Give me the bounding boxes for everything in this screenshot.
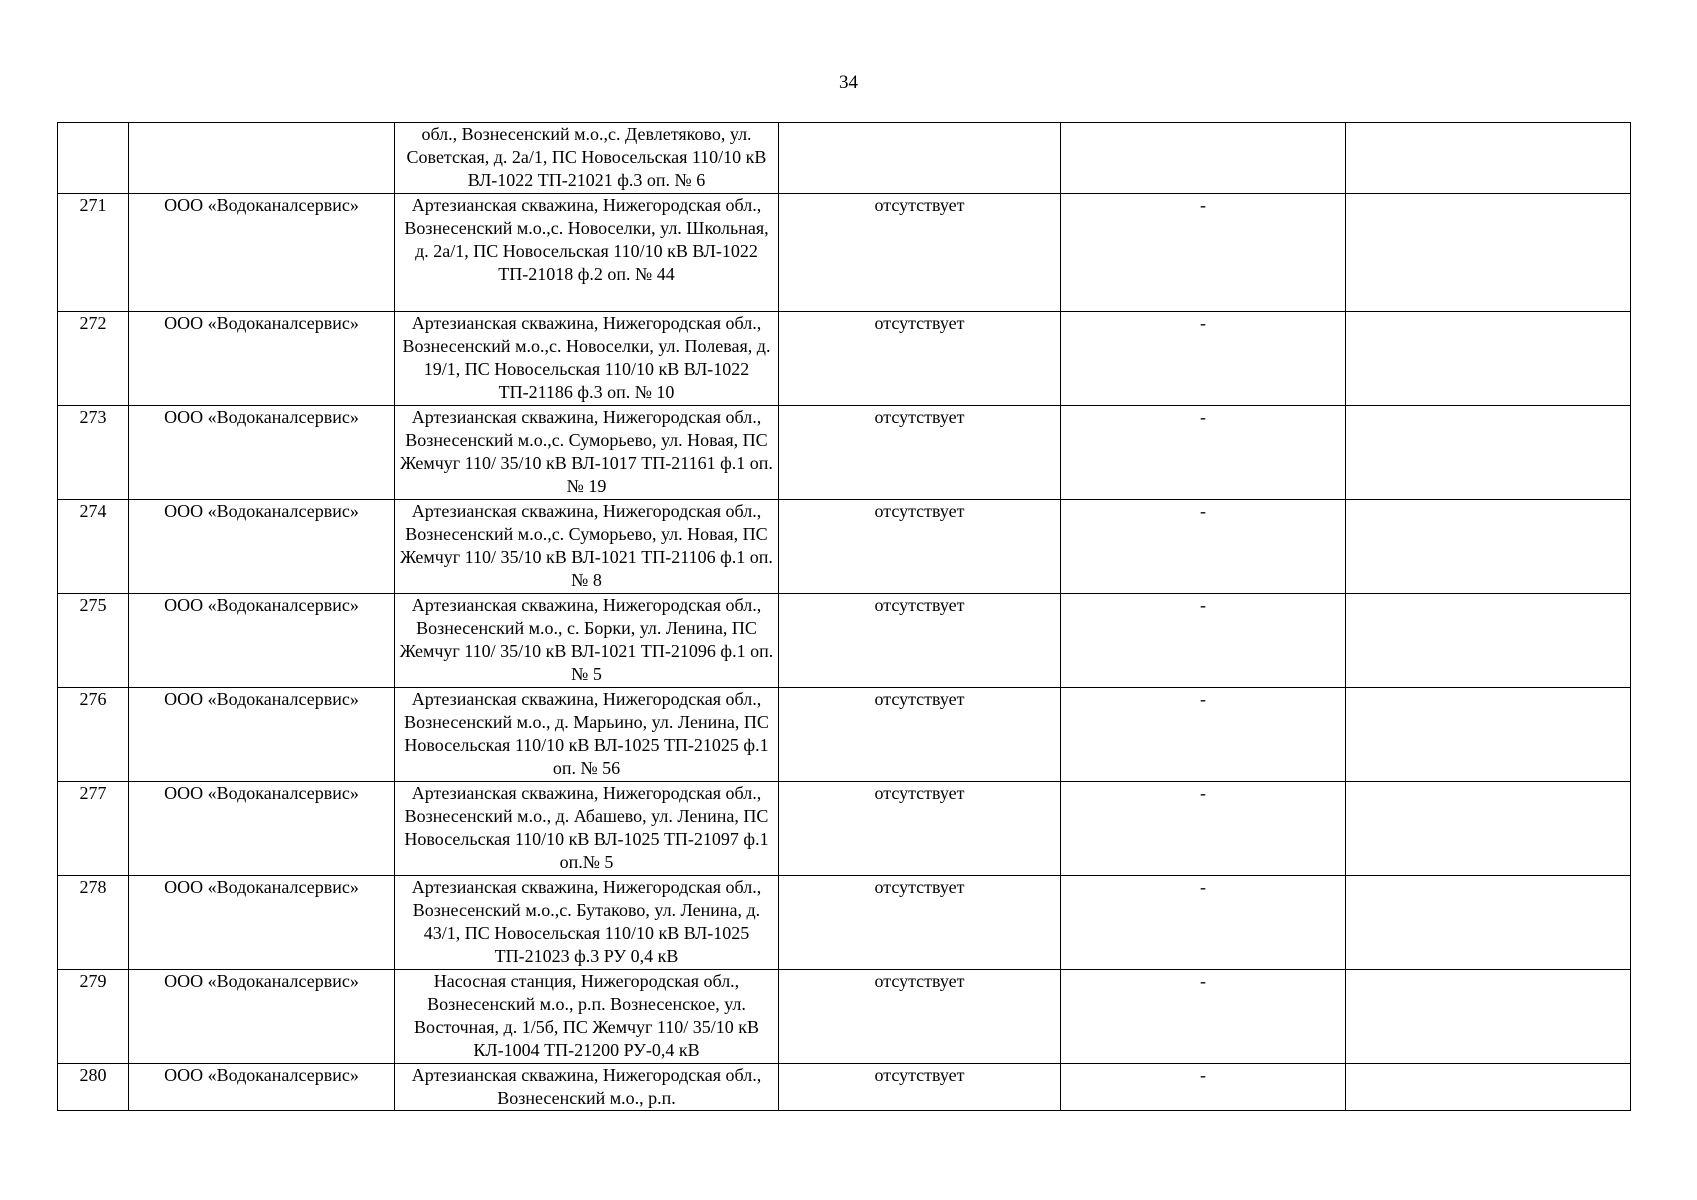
table-row: [58, 406, 1631, 500]
empty-cell: [1346, 970, 1631, 1064]
empty-cell: [1346, 194, 1631, 312]
empty-cell: [1346, 1064, 1631, 1111]
table-row: [58, 123, 1631, 194]
row-number: [58, 123, 129, 194]
status-cell: отсутствует: [779, 688, 1061, 782]
dash-cell: -: [1061, 1064, 1346, 1111]
status-cell: отсутствует: [779, 594, 1061, 688]
organization-cell: [129, 123, 395, 194]
organization-cell: ООО «Водоканалсервис»: [129, 594, 395, 688]
organization-cell: ООО «Водоканалсервис»: [129, 782, 395, 876]
row-number: 276: [58, 688, 129, 782]
status-cell: отсутствует: [779, 194, 1061, 312]
address-cell: обл., Вознесенский м.о.,с. Девлетяково, ул. Советская, д. 2а/1, ПС Новосельская 110/10 кВ ВЛ-1022 ТП-21021 ф.3 оп. № 6: [395, 123, 779, 194]
address-cell: Артезианская скважина, Нижегородская обл., Вознесенский м.о., д. Марьино, ул. Ленина, ПС Новосельская 110/10 кВ ВЛ-1025 ТП-21025 ф.1 оп. № 56: [395, 688, 779, 782]
table-row: [58, 970, 1631, 1064]
row-number: 271: [58, 194, 129, 312]
row-number: 274: [58, 500, 129, 594]
empty-cell: [1346, 500, 1631, 594]
table-row: [58, 312, 1631, 406]
row-number: 272: [58, 312, 129, 406]
organization-cell: ООО «Водоканалсервис»: [129, 970, 395, 1064]
table-row: [58, 688, 1631, 782]
dash-cell: -: [1061, 876, 1346, 970]
dash-cell: [1061, 123, 1346, 194]
organization-cell: ООО «Водоканалсервис»: [129, 1064, 395, 1111]
dash-cell: -: [1061, 594, 1346, 688]
address-cell: Артезианская скважина, Нижегородская обл., Вознесенский м.о.,с. Суморьево, ул. Новая, ПС Жемчуг 110/ 35/10 кВ ВЛ-1021 ТП-21106 ф.1 оп. № 8: [395, 500, 779, 594]
dash-cell: -: [1061, 406, 1346, 500]
dash-cell: -: [1061, 782, 1346, 876]
row-number: 275: [58, 594, 129, 688]
empty-cell: [1346, 123, 1631, 194]
status-cell: отсутствует: [779, 500, 1061, 594]
empty-cell: [1346, 782, 1631, 876]
organization-cell: ООО «Водоканалсервис»: [129, 688, 395, 782]
status-cell: отсутствует: [779, 970, 1061, 1064]
address-cell: Артезианская скважина, Нижегородская обл., Вознесенский м.о., с. Борки, ул. Ленина, ПС Жемчуг 110/ 35/10 кВ ВЛ-1021 ТП-21096 ф.1 оп. № 5: [395, 594, 779, 688]
status-cell: отсутствует: [779, 876, 1061, 970]
registry-table: [57, 122, 1631, 1111]
row-number: 280: [58, 1064, 129, 1111]
table-row: [58, 876, 1631, 970]
dash-cell: -: [1061, 500, 1346, 594]
address-cell: Артезианская скважина, Нижегородская обл., Вознесенский м.о.,с. Суморьево, ул. Новая, ПС Жемчуг 110/ 35/10 кВ ВЛ-1017 ТП-21161 ф.1 оп. № 19: [395, 406, 779, 500]
dash-cell: -: [1061, 312, 1346, 406]
table-row: [58, 500, 1631, 594]
address-cell: Насосная станция, Нижегородская обл., Вознесенский м.о., р.п. Вознесенское, ул. Восточная, д. 1/5б, ПС Жемчуг 110/ 35/10 кВ КЛ-1004 ТП-21200 РУ-0,4 кВ: [395, 970, 779, 1064]
status-cell: [779, 123, 1061, 194]
organization-cell: ООО «Водоканалсервис»: [129, 500, 395, 594]
dash-cell: -: [1061, 970, 1346, 1064]
row-number: 277: [58, 782, 129, 876]
dash-cell: -: [1061, 688, 1346, 782]
status-cell: отсутствует: [779, 406, 1061, 500]
status-cell: отсутствует: [779, 782, 1061, 876]
organization-cell: ООО «Водоканалсервис»: [129, 876, 395, 970]
empty-cell: [1346, 688, 1631, 782]
address-cell: Артезианская скважина, Нижегородская обл., Вознесенский м.о., р.п.: [395, 1064, 779, 1111]
page-number: 34: [839, 72, 858, 93]
table-row: [58, 1064, 1631, 1111]
empty-cell: [1346, 406, 1631, 500]
address-cell: Артезианская скважина, Нижегородская обл., Вознесенский м.о.,с. Бутаково, ул. Ленина, д. 43/1, ПС Новосельская 110/10 кВ ВЛ-1025 ТП-21023 ф.3 РУ 0,4 кВ: [395, 876, 779, 970]
address-cell: Артезианская скважина, Нижегородская обл., Вознесенский м.о.,с. Новоселки, ул. Школьная, д. 2а/1, ПС Новосельская 110/10 кВ ВЛ-1022 ТП-21018 ф.2 оп. № 44: [395, 194, 779, 312]
address-cell: Артезианская скважина, Нижегородская обл., Вознесенский м.о., д. Абашево, ул. Ленина, ПС Новосельская 110/10 кВ ВЛ-1025 ТП-21097 ф.1 оп.№ 5: [395, 782, 779, 876]
empty-cell: [1346, 312, 1631, 406]
organization-cell: ООО «Водоканалсервис»: [129, 312, 395, 406]
status-cell: отсутствует: [779, 1064, 1061, 1111]
row-number: 278: [58, 876, 129, 970]
dash-cell: -: [1061, 194, 1346, 312]
empty-cell: [1346, 876, 1631, 970]
row-number: 279: [58, 970, 129, 1064]
row-number: 273: [58, 406, 129, 500]
organization-cell: ООО «Водоканалсервис»: [129, 194, 395, 312]
address-cell: Артезианская скважина, Нижегородская обл., Вознесенский м.о.,с. Новоселки, ул. Полевая, д. 19/1, ПС Новосельская 110/10 кВ ВЛ-1022 ТП-21186 ф.3 оп. № 10: [395, 312, 779, 406]
organization-cell: ООО «Водоканалсервис»: [129, 406, 395, 500]
table-row: [58, 782, 1631, 876]
empty-cell: [1346, 594, 1631, 688]
status-cell: отсутствует: [779, 312, 1061, 406]
table-row: [58, 194, 1631, 312]
table-row: [58, 594, 1631, 688]
